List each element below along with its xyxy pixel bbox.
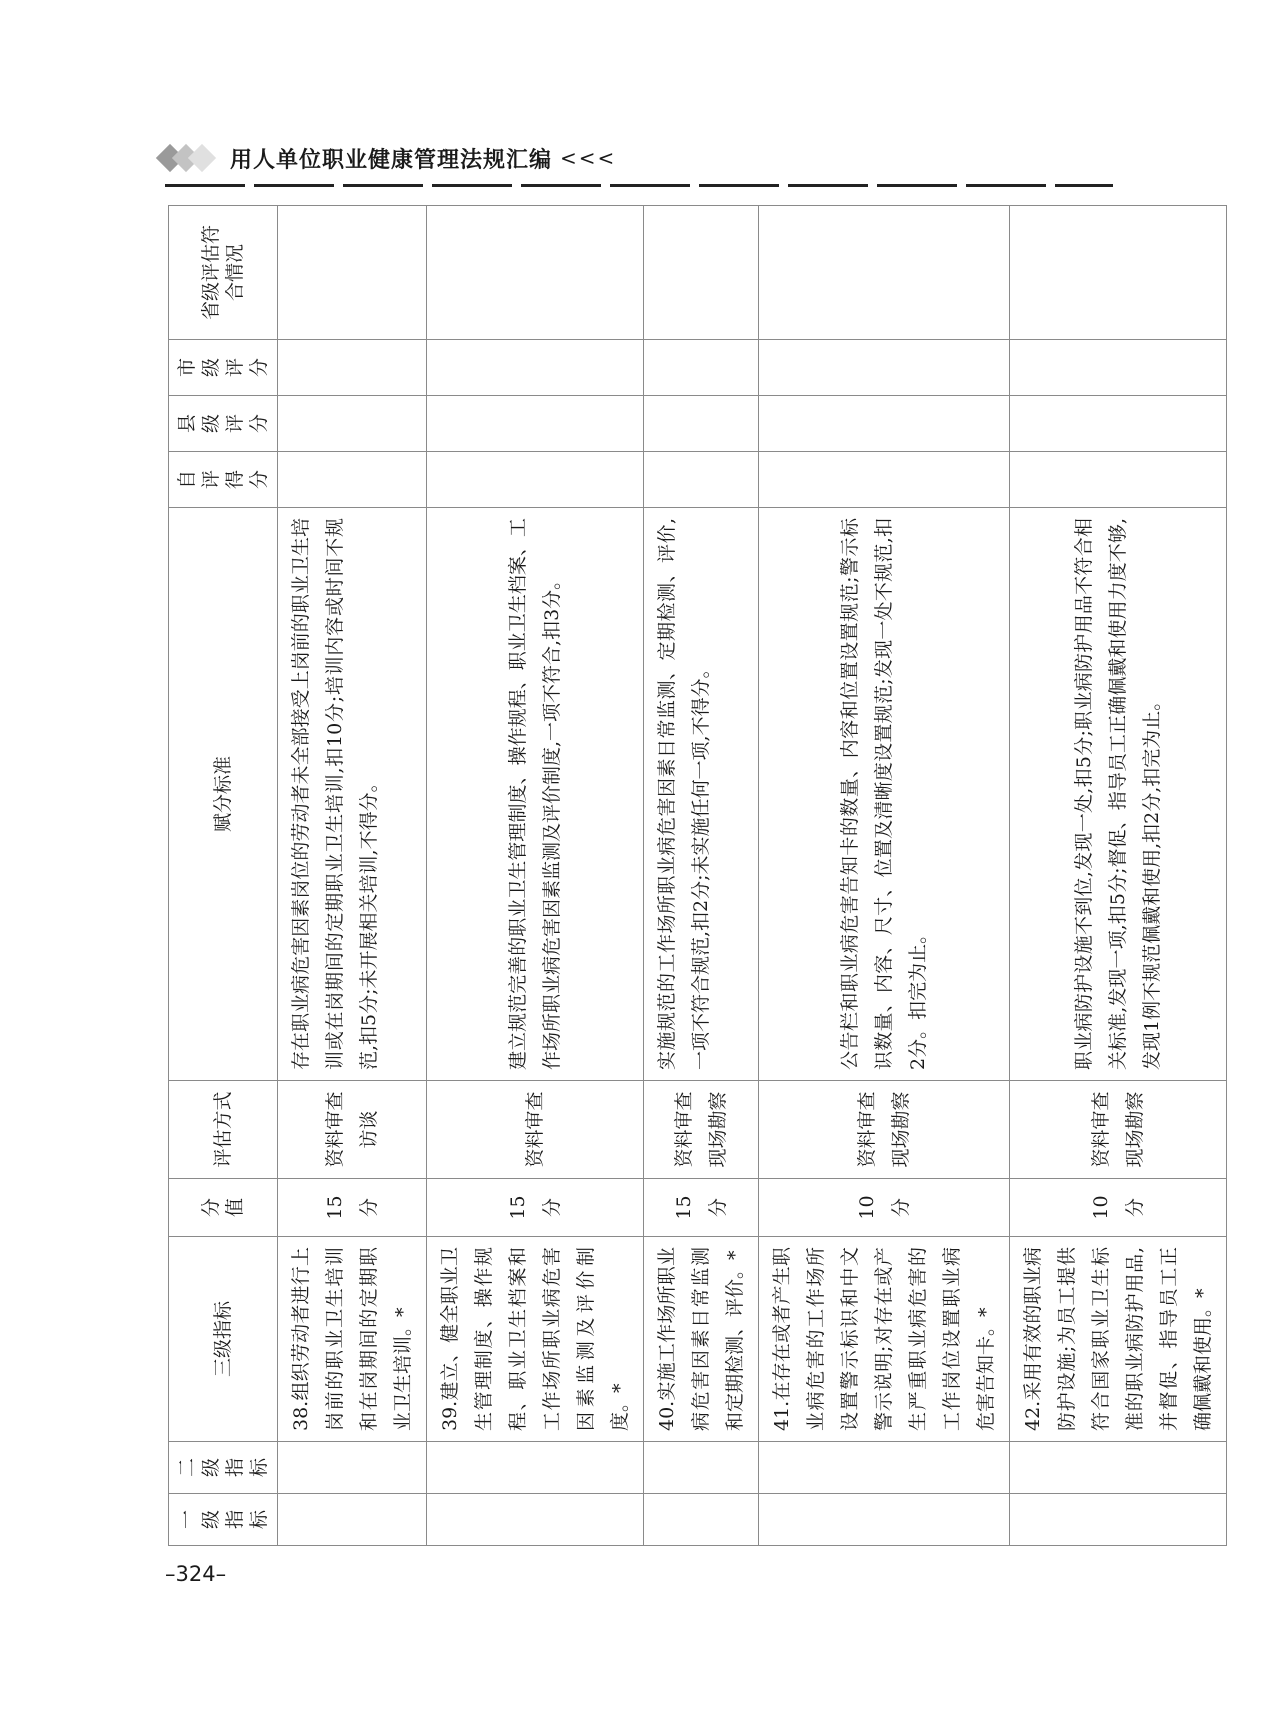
level1-cell: [759, 1494, 1010, 1546]
self-score-cell: [644, 452, 759, 508]
score-cell: 15分: [278, 1179, 427, 1237]
county-score-cell: [644, 396, 759, 452]
running-header: [160, 138, 616, 178]
table-row: [644, 206, 759, 1546]
criteria-cell: 建立规范完善的职业卫生管理制度、操作规程、职业卫生档案、工作场所职业病危害因素监测及评价制度,一项不符合,扣3分。: [427, 508, 644, 1081]
indicator-cell: 39.建立、健全职业卫生管理制度、操作规程、职业卫生档案和工作场所职业病危害因素监测及评价制度。*: [427, 1237, 644, 1442]
col-header-county-score: 县级评分: [169, 396, 278, 452]
level1-cell: [278, 1494, 427, 1546]
city-score-cell: [278, 340, 427, 396]
rotated-table-container: [168, 206, 1214, 1546]
header-divider: [165, 184, 1113, 187]
city-score-cell: [427, 340, 644, 396]
table-row: [427, 206, 644, 1546]
county-score-cell: [427, 396, 644, 452]
province-cell: [759, 206, 1010, 340]
level2-cell: [644, 1442, 759, 1494]
col-header-level3: 三级指标: [169, 1237, 278, 1442]
city-score-cell: [759, 340, 1010, 396]
self-score-cell: [278, 452, 427, 508]
level2-cell: [427, 1442, 644, 1494]
method-cell: 资料审查现场勘察: [759, 1081, 1010, 1179]
city-score-cell: [1010, 340, 1227, 396]
table-row: [278, 206, 427, 1546]
table-row: [1010, 206, 1227, 1546]
assessment-table: [168, 205, 1227, 1546]
province-cell: [278, 206, 427, 340]
province-cell: [427, 206, 644, 340]
header-chevrons: <<<: [560, 146, 617, 170]
criteria-cell: 实施规范的工作场所职业病危害因素日常监测、定期检测、评价,一项不符合规范,扣2分;未实施任何一项,不得分。: [644, 508, 759, 1081]
score-cell: 15分: [427, 1179, 644, 1237]
indicator-cell: 38.组织劳动者进行上岗前的职业卫生培训和在岗期间的定期职业卫生培训。*: [278, 1237, 427, 1442]
method-cell: 资料审查现场勘察: [644, 1081, 759, 1179]
criteria-cell: 职业病防护设施不到位,发现一处,扣5分;职业病防护用品不符合相关标准,发现一项,扣5分;督促、指导员工正确佩戴和使用力度不够,发现1例不规范佩戴和使用,扣2分,扣完为止。: [1010, 508, 1227, 1081]
level2-cell: [1010, 1442, 1227, 1494]
score-cell: 15分: [644, 1179, 759, 1237]
table-header-row: [169, 206, 278, 1546]
province-cell: [644, 206, 759, 340]
county-score-cell: [278, 396, 427, 452]
county-score-cell: [759, 396, 1010, 452]
level2-cell: [759, 1442, 1010, 1494]
criteria-cell: 存在职业病危害因素岗位的劳动者未全部接受上岗前的职业卫生培训或在岗期间的定期职业卫生培训,扣10分;培训内容或时间不规范,扣5分;未开展相关培训,不得分。: [278, 508, 427, 1081]
col-header-method: 评估方式: [169, 1081, 278, 1179]
col-header-city-score: 市级评分: [169, 340, 278, 396]
indicator-cell: 41.在存在或者产生职业病危害的工作场所设置警示标识和中文警示说明;对存在或产生严重职业病危害的工作岗位设置职业病危害告知卡。*: [759, 1237, 1010, 1442]
indicator-cell: 42.采用有效的职业病防护设施;为员工提供符合国家职业卫生标准的职业病防护用品,并督促、指导员工正确佩戴和使用。*: [1010, 1237, 1227, 1442]
method-cell: 资料审查现场勘察: [1010, 1081, 1227, 1179]
county-score-cell: [1010, 396, 1227, 452]
page-number: –324–: [165, 1562, 227, 1586]
criteria-cell: 公告栏和职业病危害告知卡的数量、内容和位置设置规范;警示标识数量、内容、尺寸、位置及清晰度设置规范;发现一处不规范,扣2分。扣完为止。: [759, 508, 1010, 1081]
level1-cell: [427, 1494, 644, 1546]
level2-cell: [278, 1442, 427, 1494]
self-score-cell: [1010, 452, 1227, 508]
header-diamond-icon: [160, 148, 208, 168]
score-cell: 10分: [1010, 1179, 1227, 1237]
method-cell: 资料审查访谈: [278, 1081, 427, 1179]
col-header-criteria: 赋分标准: [169, 508, 278, 1081]
self-score-cell: [759, 452, 1010, 508]
col-header-level2: 二级指标: [169, 1442, 278, 1494]
city-score-cell: [644, 340, 759, 396]
province-cell: [1010, 206, 1227, 340]
col-header-level1: 一级指标: [169, 1494, 278, 1546]
score-cell: 10分: [759, 1179, 1010, 1237]
level1-cell: [1010, 1494, 1227, 1546]
table-row: [759, 206, 1010, 1546]
method-cell: 资料审查: [427, 1081, 644, 1179]
header-title: 用人单位职业健康管理法规汇编: [230, 147, 553, 173]
col-header-province: 省级评估符合情况: [169, 206, 278, 340]
col-header-score: 分值: [169, 1179, 278, 1237]
indicator-cell: 40.实施工作场所职业病危害因素日常监测和定期检测、评价。*: [644, 1237, 759, 1442]
col-header-self-score: 自评得分: [169, 452, 278, 508]
level1-cell: [644, 1494, 759, 1546]
self-score-cell: [427, 452, 644, 508]
